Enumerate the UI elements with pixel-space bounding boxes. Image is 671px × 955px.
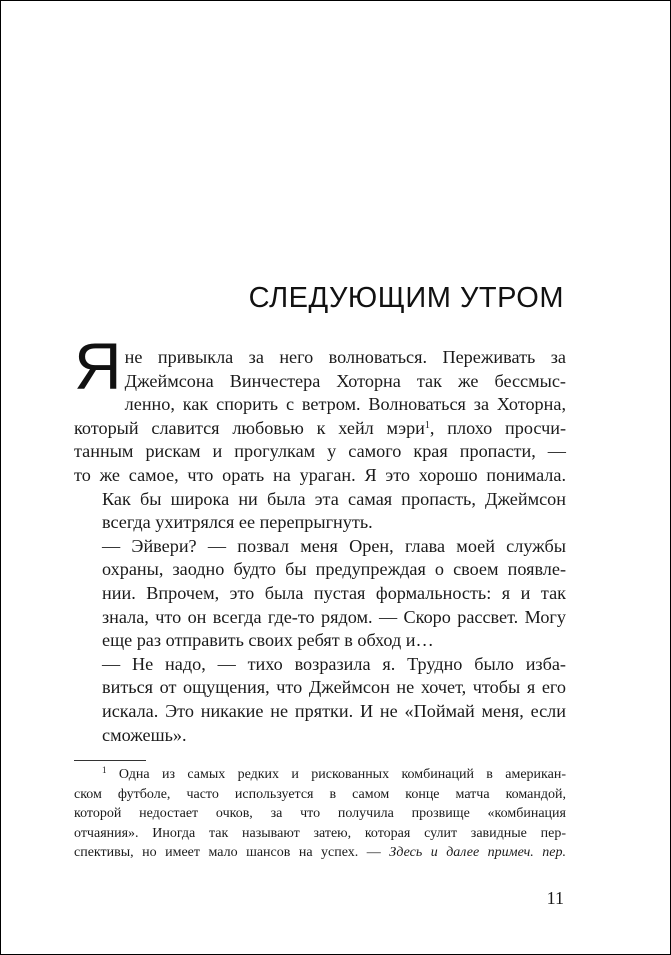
text-line: ленно, как спорить с ветром. Волноваться за Хоторна,: [124, 394, 566, 415]
text-line: Джеймсона Винчестера Хоторна так же бессмыс-: [124, 370, 566, 391]
text-line: [74, 417, 566, 441]
translator-note: Здесь и далее примеч. пер.: [389, 845, 566, 860]
paragraph-2: [74, 488, 566, 535]
text-line: искала. Это никакие не прятки. И не «Поймай меня, если: [102, 700, 566, 721]
footnote-line: ском футболе, часто используется в самом конце матча командой,: [74, 786, 566, 802]
text-segment: Одна из самых редких и рискованных комбинаций в американ-: [118, 767, 567, 782]
text-line: знала, что он всегда где-то рядом. — Скоро рассвет. Могу: [102, 606, 566, 627]
footnote-number: 1: [102, 765, 107, 775]
text-segment: , плохо просчи-: [429, 417, 567, 438]
footnote-line: [74, 765, 566, 785]
text-line: не привыкла за него волноваться. Переживать за: [124, 347, 566, 367]
text-line: охраны, заодно будто бы предупреждая о своем появле-: [102, 559, 566, 580]
paragraph-1: [74, 329, 567, 488]
text-line: сможешь».: [102, 724, 187, 745]
footnote: [74, 765, 566, 863]
body-text: [74, 329, 567, 747]
page-number: 11: [546, 888, 564, 908]
text-line: нии. Впрочем, это была пустая формальность: я и так: [102, 582, 566, 603]
paragraph-4: [74, 653, 566, 747]
text-line: Как бы широка ни была эта самая пропасть, Джеймсон: [102, 488, 566, 509]
text-line: танным рискам и прогулкам у самого края пропасти, —: [74, 441, 566, 462]
chapter-title: СЛЕДУЮЩИМ УТРОМ: [248, 282, 564, 314]
footnote-divider: [74, 760, 146, 761]
text-line: всегда ухитрялся ее перепрыгнуть.: [102, 512, 373, 533]
text-line: — Не надо, — тихо возразила я. Трудно было изба-: [102, 653, 566, 674]
footnote-reference: 1: [424, 419, 430, 431]
text-line: еще раз отправить своих ребят в обход и…: [102, 630, 434, 651]
text-line: виться от ощущения, что Джеймсон не хочет, чтобы я его: [102, 677, 566, 698]
text-segment: спективы, но имеет мало шансов на успех. —: [74, 845, 390, 860]
text-segment: который славится любовью к хейл мэри: [74, 417, 425, 438]
drop-cap: Я: [74, 329, 122, 403]
footnote-line: [74, 843, 566, 863]
footnote-line: отчаяния». Иногда так называют затею, которая сулит завидные пер-: [74, 825, 566, 841]
paragraph-3: [74, 535, 566, 653]
footnote-line: которой недостает очков, за что получила прозвище «комбинация: [74, 806, 566, 821]
text-line: — Эйвери? — позвал меня Орен, глава моей службы: [102, 535, 566, 556]
text-line: то же самое, что орать на ураган. Я это хорошо понимала.: [74, 464, 566, 485]
